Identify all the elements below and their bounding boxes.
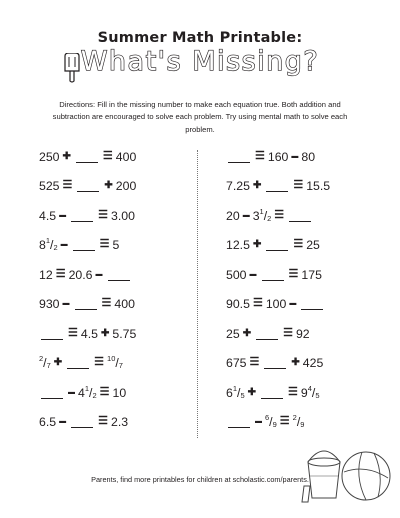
plus-sign [248,385,256,400]
left-equation-column [39,150,136,444]
number: $4^1/_2$ [78,383,97,400]
number: 4.5 [80,326,98,341]
equals-sign [283,326,293,341]
equation-row [226,268,330,283]
number: 6.5 [39,414,57,429]
equals-sign [68,326,78,341]
minus-sign [68,384,75,400]
equation-row [39,150,136,165]
number: 92 [295,326,310,341]
worksheet-subtitle: Summer Math Printable: [97,30,303,46]
answer-blank[interactable] [256,328,278,340]
answer-blank[interactable] [77,180,99,192]
plus-sign [253,178,261,193]
equation-row [226,383,330,401]
minus-sign [59,413,66,429]
equation-row [226,150,330,165]
equals-sign [98,208,108,223]
equation-row [226,412,330,430]
number: $^6/_9$ [265,412,277,429]
directions-text: Directions: Fill in the missing number to make each equation true. Both addition and subtraction are encouraged to solve each problem. Try using mental math to solve each problem. [52,100,348,134]
beach-toys-illustration [296,436,396,506]
equals-sign [293,178,303,193]
plus-sign [104,178,112,193]
equation-row [39,327,136,342]
answer-blank[interactable] [266,239,288,251]
number: $^{10}/_7$ [107,354,123,371]
equation-row [226,206,330,224]
answer-blank[interactable] [228,416,250,428]
number: 200 [115,179,137,194]
equation-row [39,209,136,224]
equation-row [226,179,330,194]
equals-sign [102,296,112,311]
number: 2.3 [110,414,129,429]
worksheet-header [0,0,400,95]
equation-row [39,268,136,283]
number: 930 [39,297,60,312]
equals-sign [280,414,290,429]
equals-sign [253,296,263,311]
number: 25 [226,326,240,341]
equals-sign [293,237,303,252]
number: 80 [301,150,316,164]
minus-sign [243,207,250,223]
number: 400 [114,297,135,312]
equation-row [39,383,136,401]
number: $^2/_9$ [292,412,305,429]
number: 175 [301,267,322,282]
right-equation-column [226,150,330,444]
number: 20.6 [68,267,93,282]
answer-blank[interactable] [41,328,63,340]
number: 250 [39,150,60,164]
equation-row [39,179,136,194]
equation-row [39,415,136,430]
plus-sign [243,326,251,341]
answer-blank[interactable] [71,416,93,428]
column-divider [197,150,198,438]
number: $8^1/_2$ [39,236,58,253]
equals-sign [94,355,104,370]
minus-sign [250,266,257,282]
number: 12 [39,267,53,282]
equals-sign [103,149,113,164]
number: $3^1/_2$ [252,206,272,223]
answer-blank[interactable] [71,210,93,222]
number: 675 [226,356,247,371]
answer-blank[interactable] [108,269,130,281]
answer-blank[interactable] [289,210,311,222]
number: 5 [112,238,120,253]
answer-blank[interactable] [264,357,286,369]
plus-sign [101,326,109,341]
plus-sign [54,355,62,370]
minus-sign [289,295,296,311]
equals-sign [288,385,298,400]
equals-sign [63,178,73,193]
equation-row [226,356,330,371]
answer-blank[interactable] [41,387,63,399]
minus-sign [63,295,70,311]
minus-sign [291,148,298,164]
equals-sign [56,267,66,282]
minus-sign [61,236,68,252]
equation-row [39,297,136,312]
equals-sign [100,385,110,400]
number: 400 [115,150,137,164]
number: 15.5 [306,179,331,194]
number: 7.25 [226,179,250,194]
answer-blank[interactable] [67,357,89,369]
answer-blank[interactable] [266,180,288,192]
number: 500 [226,267,247,282]
worksheet-title: What's Missing? [80,46,320,77]
number: 3.00 [110,208,135,223]
answer-blank[interactable] [301,298,323,310]
plus-sign [253,237,261,252]
equals-sign [250,355,260,370]
equals-sign [98,414,108,429]
number: 5.75 [112,326,137,341]
minus-sign [59,207,66,223]
minus-sign [96,266,103,282]
answer-blank[interactable] [75,298,97,310]
equation-row [226,327,330,342]
number: 10 [112,385,127,400]
number: 100 [265,297,287,312]
answer-blank[interactable] [262,269,284,281]
equals-sign [255,149,265,164]
equation-row [226,238,330,253]
number: 4.5 [39,208,57,223]
equals-sign [100,237,110,252]
equation-row [39,238,136,253]
number: 525 [39,179,60,194]
equals-sign [289,267,299,282]
footer-text: Parents, find more printables for children at scholastic.com/parents. [91,475,309,484]
equation-row [226,297,330,312]
number: $^2/_7$ [39,354,51,371]
number: 425 [302,356,324,371]
answer-blank[interactable] [228,151,250,163]
answer-blank[interactable] [261,387,283,399]
number: 160 [267,150,289,164]
equation-row [39,356,136,371]
number: $9^4/_5$ [300,383,320,400]
minus-sign [255,413,262,429]
number: 20 [226,208,240,223]
plus-sign [291,355,299,370]
number: $6^1/_5$ [226,383,245,400]
plus-sign [63,149,71,164]
answer-blank[interactable] [76,151,98,163]
number: 12.5 [226,238,250,253]
number: 90.5 [226,297,250,312]
number: 25 [306,238,320,253]
equals-sign [274,208,284,223]
answer-blank[interactable] [73,239,95,251]
